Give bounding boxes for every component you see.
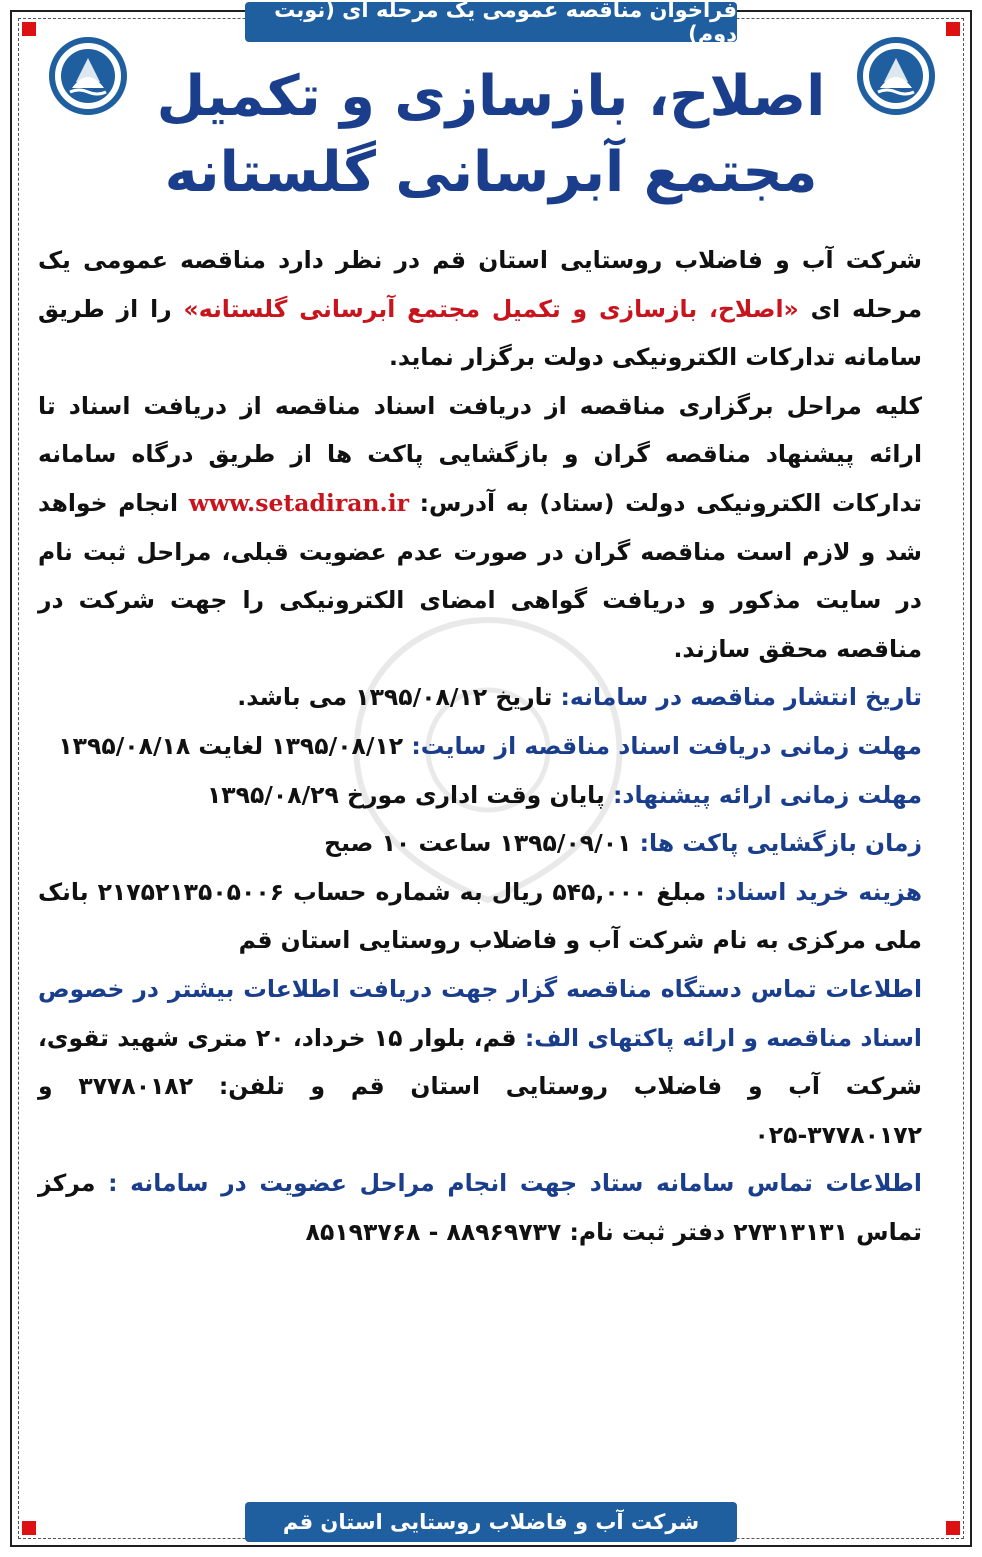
header-banner: فراخوان مناقصه عمومی یک مرحله ای (نوبت دوم) [245, 2, 737, 42]
paragraph-process [38, 382, 944, 674]
paragraph-intro [38, 236, 944, 382]
notice-body [38, 236, 944, 1256]
opening-time-label: زمان بازگشایی پاکت ها: [639, 829, 922, 858]
docs-cost-label: هزینه خرید اسناد: [715, 877, 922, 906]
notice-title-line2: مجتمع آبرسانی گلستانه [164, 140, 818, 205]
setad-contact-row [38, 1159, 944, 1256]
setad-contact-value: مرکز تماس ۲۷۳۱۳۱۳۱ دفتر ثبت نام: ۸۸۹۶۹۷۳۷ - ۸۵۱۹۳۷۶۸ [38, 1169, 922, 1246]
docs-deadline-row [38, 722, 944, 771]
docs-deadline-label: مهلت زمانی دریافت اسناد مناقصه از سایت: [411, 731, 922, 760]
publish-date-label: تاریخ انتشار مناقصه در سامانه: [560, 683, 922, 712]
offer-deadline-label: مهلت زمانی ارائه پیشنهاد: [612, 780, 922, 809]
publish-date-row [38, 673, 944, 722]
docs-cost-row [38, 868, 944, 965]
offer-deadline-value: پایان وقت اداری مورخ ۱۳۹۵/۰۸/۲۹ [206, 780, 605, 809]
project-name: «اصلاح، بازسازی و تکمیل مجتمع آبرسانی گلستانه» [183, 294, 799, 323]
intro-text: شرکت آب و فاضلاب روستایی استان قم در نظر دارد مناقصه عمومی یک مرحله ای [38, 246, 922, 323]
opening-time-value: ۱۳۹۵/۰۹/۰۱ ساعت ۱۰ صبح [324, 829, 632, 858]
org-contact-value: قم، بلوار ۱۵ خرداد، ۲۰ متری شهید تقوی، شرکت آب و فاضلاب روستایی استان قم و تلفن: ۳۷۷۸۰۱۸۲ و ۳۷۷۸۰۱۷۲-۰۲۵ [38, 1023, 922, 1149]
setad-contact-label: اطلاعات تماس سامانه ستاد جهت انجام مراحل عضویت در سامانه : [108, 1169, 922, 1198]
org-contact-row [38, 965, 944, 1159]
footer-banner: شرکت آب و فاضلاب روستایی استان قم [245, 1502, 737, 1542]
offer-deadline-row [38, 771, 944, 820]
corner-mark [22, 1521, 36, 1535]
docs-deadline-value: ۱۳۹۵/۰۸/۱۲ لغایت ۱۳۹۵/۰۸/۱۸ [58, 731, 404, 760]
opening-time-row [38, 819, 944, 868]
process-text: کلیه مراحل برگزاری مناقصه از دریافت اسناد مناقصه از دریافت اسناد تا ارائه پیشنهاد مناقصه گران و بازگشایی پاکت ها از طریق درگاه سامانه تدارکات الکترونیکی دولت (ستاد) به آدرس: [38, 391, 923, 517]
corner-mark [946, 22, 960, 36]
publish-date-value: تاریخ ۱۳۹۵/۰۸/۱۲ می باشد. [237, 683, 553, 712]
corner-mark [22, 22, 36, 36]
org-contact-label: اطلاعات تماس دستگاه مناقصه گزار جهت دریافت اطلاعات بیشتر در خصوص اسناد مناقصه و ارائه پاکتهای الف: [38, 974, 922, 1052]
intro-text-end: را از طریق سامانه تدارکات الکترونیکی دولت برگزار نماید. [38, 294, 922, 372]
setad-website-link[interactable]: www.setadiran.ir [188, 488, 410, 517]
docs-cost-value: مبلغ ۵۴۵,۰۰۰ ریال به شماره حساب ۲۱۷۵۲۱۳۵۰۵۰۰۶ بانک ملی مرکزی به نام شرکت آب و فاضلاب روستایی استان قم [38, 877, 922, 955]
corner-mark [946, 1521, 960, 1535]
water-company-logo-icon [48, 36, 128, 116]
water-company-logo-icon [856, 36, 936, 116]
notice-title-line1: اصلاح، بازسازی و تکمیل [156, 64, 826, 129]
process-text-end: انجام خواهد شد و لازم است مناقصه گران در صورت عدم عضویت قبلی، مراحل ثبت نام در سایت مذکور و دریافت گواهی امضای الکترونیکی را جهت شرکت در مناقصه محقق سازند. [38, 488, 922, 663]
